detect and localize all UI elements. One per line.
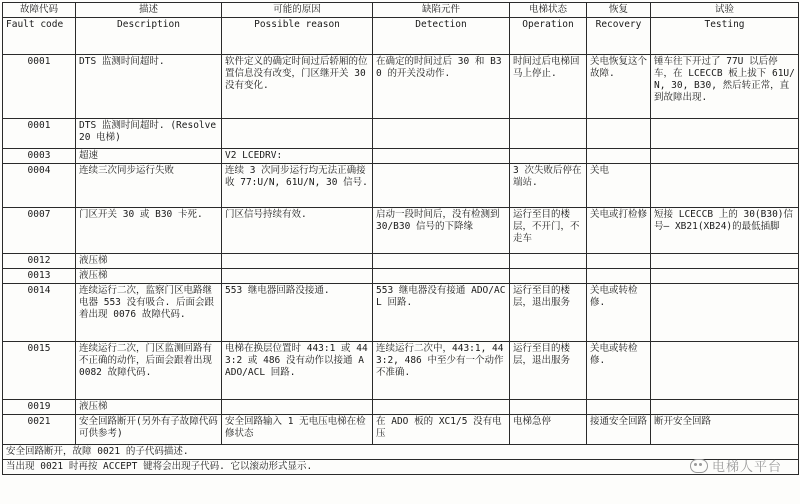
- cell-recovery: 关电或转检修.: [587, 342, 651, 400]
- cell-code: 0019: [3, 400, 76, 415]
- cell-detection: 启动一段时间后，没有检测到 30/B30 信号的下降缘: [373, 208, 510, 254]
- cell-description: 连续运行二次，监察门区电路继电器 553 没有吸合. 后面会跟着出现 0076 故障代码.: [76, 284, 222, 342]
- header-testing: 试验: [651, 3, 799, 18]
- cell-detection: 553 继电器没有接通 ADO/ACL 回路.: [373, 284, 510, 342]
- footer-note-1: 安全回路断开，故障 0021 的子代码描述.: [3, 445, 799, 460]
- cell-code: 0003: [3, 149, 76, 164]
- cell-testing: [651, 254, 799, 269]
- header-detection-en: Detection: [373, 18, 510, 55]
- cell-description: 连续三次同步运行失败: [76, 164, 222, 208]
- cell-recovery: 接通安全回路: [587, 415, 651, 445]
- table-row: [3, 55, 799, 119]
- cell-code: 0014: [3, 284, 76, 342]
- cell-code: 0013: [3, 269, 76, 284]
- cell-testing: 短接 LCECCB 上的 30(B30)信号— XB21(XB24)的最低插脚: [651, 208, 799, 254]
- cell-description: 连续运行二次，门区监测回路有不正确的动作，后面会跟着出现 0082 故障代码.: [76, 342, 222, 400]
- cell-detection: [373, 119, 510, 149]
- cell-recovery: [587, 400, 651, 415]
- cell-code: 0015: [3, 342, 76, 400]
- cell-reason: [222, 400, 373, 415]
- wechat-icon: [690, 459, 708, 473]
- cell-code: 0012: [3, 254, 76, 269]
- cell-reason: [222, 254, 373, 269]
- cell-detection: [373, 400, 510, 415]
- cell-testing: [651, 284, 799, 342]
- table-row: [3, 415, 799, 445]
- cell-recovery: 关电: [587, 164, 651, 208]
- header-description-en: Description: [76, 18, 222, 55]
- cell-testing: 断开安全回路: [651, 415, 799, 445]
- cell-operation: 运行至目的楼层，退出服务: [510, 284, 587, 342]
- cell-recovery: [587, 269, 651, 284]
- header-reason-en: Possible reason: [222, 18, 373, 55]
- cell-operation: [510, 400, 587, 415]
- cell-testing: [651, 269, 799, 284]
- watermark: [690, 456, 782, 475]
- cell-description: 液压梯: [76, 254, 222, 269]
- cell-operation: 时间过后电梯回马上停止.: [510, 55, 587, 119]
- cell-recovery: [587, 149, 651, 164]
- table-row: [3, 164, 799, 208]
- cell-operation: 运行至目的楼层，退出服务: [510, 342, 587, 400]
- cell-recovery: [587, 254, 651, 269]
- cell-detection: [373, 164, 510, 208]
- cell-recovery: 关电或转检修.: [587, 284, 651, 342]
- cell-detection: [373, 269, 510, 284]
- header-detection: 缺陷元件: [373, 3, 510, 18]
- cell-description: 液压梯: [76, 269, 222, 284]
- cell-reason: 电梯在换层位置时 443:1 或 443:2 或 486 没有动作以接通 AADO/ACL 回路.: [222, 342, 373, 400]
- cell-operation: [510, 119, 587, 149]
- cell-operation: 运行至目的楼层，不开门，不走车: [510, 208, 587, 254]
- cell-detection: [373, 149, 510, 164]
- cell-detection: 连续运行二次中，443:1, 443:2, 486 中至少有一个动作不准确.: [373, 342, 510, 400]
- cell-reason: [222, 269, 373, 284]
- cell-description: DTS 监测时间超时. (Resolve 20 电梯): [76, 119, 222, 149]
- cell-recovery: [587, 119, 651, 149]
- cell-reason: 安全回路输入 1 无电压电梯在检修状态: [222, 415, 373, 445]
- table-row: [3, 269, 799, 284]
- cell-reason: [222, 119, 373, 149]
- header-operation: 电梯状态: [510, 3, 587, 18]
- cell-code: 0001: [3, 119, 76, 149]
- footer-row-2: [3, 460, 799, 475]
- cell-detection: 在确定的时间过后 30 和 B30 的开关没动作.: [373, 55, 510, 119]
- footer-note-2: 当出现 0021 时再按 ACCEPT 键将会出现子代码. 它以滚动形式显示.: [3, 460, 799, 475]
- fault-code-table: [2, 2, 799, 475]
- cell-operation: [510, 149, 587, 164]
- cell-operation: 电梯急停: [510, 415, 587, 445]
- cell-operation: [510, 254, 587, 269]
- header-row-english: [3, 18, 799, 55]
- cell-recovery: 关电恢复这个故障.: [587, 55, 651, 119]
- table-row: [3, 284, 799, 342]
- cell-operation: [510, 269, 587, 284]
- cell-description: 液压梯: [76, 400, 222, 415]
- cell-code: 0001: [3, 55, 76, 119]
- table-row: [3, 254, 799, 269]
- cell-testing: [651, 119, 799, 149]
- cell-detection: 在 ADO 板的 XC1/5 没有电压: [373, 415, 510, 445]
- header-row-chinese: [3, 3, 799, 18]
- header-description: 描述: [76, 3, 222, 18]
- header-recovery-en: Recovery: [587, 18, 651, 55]
- table-row: [3, 149, 799, 164]
- cell-recovery: 关电或打检修: [587, 208, 651, 254]
- cell-description: 安全回路断开(另外有子故障代码可供参考): [76, 415, 222, 445]
- cell-testing: [651, 149, 799, 164]
- table-row: [3, 119, 799, 149]
- cell-testing: 锤车往下开过了 77U 以后停车，在 LCECCB 板上拔下 61U/N, 30, B30, 然后转正常，直到故障出现.: [651, 55, 799, 119]
- cell-description: 超速: [76, 149, 222, 164]
- table-row: [3, 400, 799, 415]
- cell-description: 门区开关 30 或 B30 卡死.: [76, 208, 222, 254]
- header-code: 故障代码: [3, 3, 76, 18]
- cell-code: 0004: [3, 164, 76, 208]
- header-recovery: 恢复: [587, 3, 651, 18]
- watermark-text: 电梯人平台: [711, 460, 782, 475]
- cell-code: 0021: [3, 415, 76, 445]
- cell-reason: 门区信号持续有效.: [222, 208, 373, 254]
- cell-testing: [651, 400, 799, 415]
- footer-row-1: [3, 445, 799, 460]
- cell-operation: 3 次失败后停在端站.: [510, 164, 587, 208]
- cell-reason: 553 继电器回路没接通.: [222, 284, 373, 342]
- header-fault-code: Fault code: [3, 18, 76, 55]
- cell-testing: [651, 342, 799, 400]
- header-operation-en: Operation: [510, 18, 587, 55]
- table-row: [3, 208, 799, 254]
- cell-detection: [373, 254, 510, 269]
- cell-reason: 软件定义的确定时间过后轿厢的位置信息没有改变，门区继开关 30 没有变化.: [222, 55, 373, 119]
- cell-testing: [651, 164, 799, 208]
- header-testing-en: Testing: [651, 18, 799, 55]
- table-row: [3, 342, 799, 400]
- cell-code: 0007: [3, 208, 76, 254]
- cell-reason: 连续 3 次同步运行均无法正确接收 77:U/N, 61U/N, 30 信号.: [222, 164, 373, 208]
- cell-description: DTS 监测时间超时.: [76, 55, 222, 119]
- cell-reason: V2 LCEDRV:: [222, 149, 373, 164]
- header-reason: 可能的原因: [222, 3, 373, 18]
